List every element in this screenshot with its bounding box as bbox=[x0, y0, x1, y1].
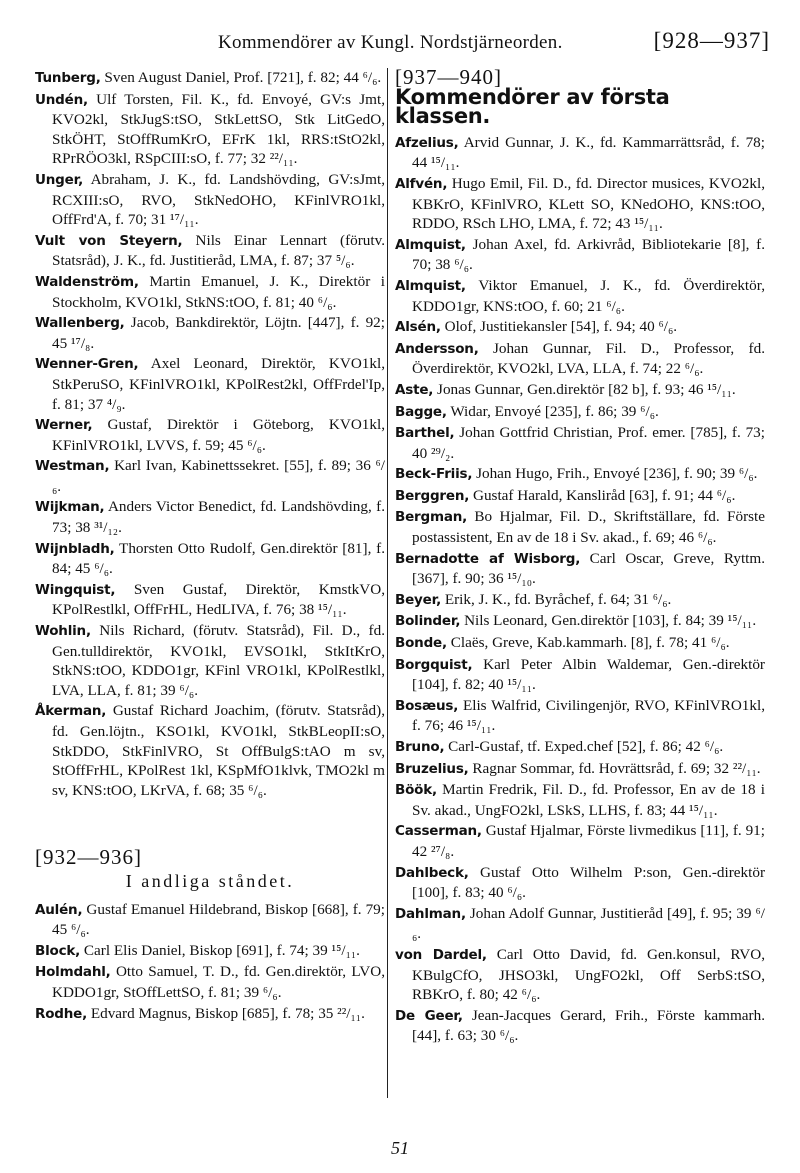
entry-details: Viktor Emanuel, J. K., fd. Överdirektör, KDDO1gr, KNS:tOO, f. 60; 21 ⁶/₆. bbox=[412, 276, 765, 315]
entry-surname: Aste, bbox=[395, 381, 434, 398]
register-entry bbox=[395, 174, 765, 234]
entry-details: Gustaf, Direktör i Göteborg, KVO1kl, KFinlVRO1kl, LVVS, f. 59; 45 ⁶/₆. bbox=[52, 416, 385, 454]
entry-details: Claës, Greve, Kab.kammarh. [8], f. 78; 41 ⁶/₆. bbox=[446, 634, 730, 652]
entry-details: Gustaf Otto Wilhelm P:son, Gen.-direktör [100], f. 83; 40 ⁶/₆. bbox=[412, 863, 765, 902]
entry-surname: Wijkman, bbox=[35, 499, 105, 516]
entry-surname: Bosæus, bbox=[395, 697, 459, 714]
entry-details: Johan Adolf Gunnar, Justitieråd [49], f. 95; 39 ⁶/₆. bbox=[412, 904, 765, 943]
entry-surname: Vult von Steyern, bbox=[35, 232, 183, 249]
entry-surname: Wijnbladh, bbox=[35, 540, 115, 557]
register-entry bbox=[395, 235, 765, 275]
register-entry bbox=[395, 486, 765, 507]
entry-surname: Beyer, bbox=[395, 591, 442, 608]
entry-details: Johan Hugo, Frih., Envoyé [236], f. 90; 39 ⁶/₆. bbox=[472, 465, 758, 483]
entry-surname: Bruno, bbox=[395, 739, 445, 755]
entry-list-right bbox=[395, 133, 765, 1046]
page-range: [928—937] bbox=[653, 28, 770, 53]
entry-surname: Bruzelius, bbox=[395, 760, 469, 777]
entry-details: Johan Axel, fd. Arkivråd, Bibliotekarie [8], f. 70; 38 ⁶/₆. bbox=[412, 235, 765, 274]
register-entry bbox=[35, 539, 385, 579]
entry-details: Sven August Daniel, Prof. [721], f. 82; 44 ⁶/₆. bbox=[100, 69, 382, 86]
entry-details: Ragnar Sommar, fd. Hovrättsråd, f. 69; 32 ²²/₁₁. bbox=[468, 759, 761, 777]
entry-details: Gustaf Emanuel Hildebrand, Biskop [668], f. 79; 45 ⁶/₆. bbox=[52, 900, 385, 939]
entry-surname: Alfvén, bbox=[395, 175, 448, 192]
entry-surname: Bergman, bbox=[395, 509, 468, 526]
register-entry bbox=[395, 821, 765, 861]
entry-details: Otto Samuel, T. D., fd. Gen.direktör, LVO, KDDO1gr, StOffLettSO, f. 81; 39 ⁶/₆. bbox=[52, 963, 385, 1001]
entry-details: Karl Ivan, Kabinettssekret. [55], f. 89; 36 ⁶/₆. bbox=[52, 457, 385, 495]
entry-details: Martin Emanuel, J. K., Direktör i Stockholm, KVO1kl, StkNS:tOO, f. 81; 40 ⁶/₆. bbox=[52, 272, 385, 311]
entry-surname: Wingquist, bbox=[35, 581, 116, 598]
register-entry bbox=[35, 354, 385, 414]
register-entry bbox=[395, 339, 765, 379]
entry-details: Carl-Gustaf, tf. Exped.chef [52], f. 86; 42 ⁶/₆. bbox=[444, 738, 724, 755]
register-entry bbox=[35, 170, 385, 230]
entry-surname: Wohlin, bbox=[35, 623, 91, 640]
entry-details: Anders Victor Benedict, fd. Landshövding, f. 73; 38 ³¹/₁₂. bbox=[52, 498, 385, 537]
entry-details: Jacob, Bankdirektör, Löjtn. [447], f. 92; 45 ¹⁷/₈. bbox=[52, 314, 385, 352]
register-entry bbox=[35, 231, 385, 271]
register-entry bbox=[395, 945, 765, 1005]
entry-surname: Wenner-Gren, bbox=[35, 356, 139, 373]
entry-surname: Almquist, bbox=[395, 236, 466, 253]
entry-details: Gustaf Harald, Kansliråd [63], f. 91; 44 ⁶/₆. bbox=[469, 486, 736, 504]
register-entry bbox=[395, 696, 765, 736]
register-entry bbox=[395, 655, 765, 695]
register-entry bbox=[395, 737, 765, 758]
entry-details: Gustaf Hjalmar, Förste livmedikus [11], f. 91; 42 ²⁷/₈. bbox=[412, 822, 765, 860]
entry-surname: Böök, bbox=[395, 782, 437, 799]
entry-surname: Afzelius, bbox=[395, 134, 459, 151]
register-entry bbox=[395, 464, 765, 485]
register-entry bbox=[395, 1006, 765, 1046]
register-entry bbox=[395, 133, 765, 173]
entry-details: Erik, J. K., fd. Byråchef, f. 64; 31 ⁶/₆. bbox=[441, 590, 672, 608]
entry-details: Olof, Justitiekansler [54], f. 94; 40 ⁶/₆. bbox=[440, 318, 678, 336]
entry-details: Jean-Jacques Gerard, Frih., Förste kammarh. [44], f. 63; 30 ⁶/₆. bbox=[412, 1006, 765, 1045]
right-column bbox=[395, 65, 765, 1047]
entry-surname: von Dardel, bbox=[395, 946, 487, 963]
entry-surname: Dahlbeck, bbox=[395, 864, 469, 881]
entry-details: Johan Gunnar, Fil. D., Professor, fd. Överdirektör, KVO2kl, LVA, LLA, f. 74; 22 ⁶/₆. bbox=[412, 339, 765, 378]
register-entry bbox=[35, 580, 385, 620]
entry-details: Carl Oscar, Greve, Ryttm. [367], f. 90; 36 ¹⁵/₁₀. bbox=[412, 549, 765, 588]
entry-surname: De Geer, bbox=[395, 1007, 463, 1024]
entry-details: Johan Gottfrid Christian, Prof. emer. [785], f. 73; 40 ²⁹/₂. bbox=[412, 424, 765, 462]
entry-details: Gustaf Richard Joachim, (förutv. Statsråd), fd. Gen.löjtn., KSO1kl, KVO1kl, StkBLeopII:sO, StkDDO, StkFinlVRO, St OffBulgS:tAO m sv, StOffFrHL, KPolRest 1kl, KSpMfO1klvk, TMO2kl m sv, KNS:tOO, LKrVA, f. 68; 35 ⁶/₆. bbox=[52, 702, 385, 799]
register-entry bbox=[395, 611, 765, 632]
entry-details: Karl Peter Albin Waldemar, Gen.-direktör [104], f. 82; 40 ¹⁵/₁₁. bbox=[412, 655, 765, 694]
register-entry bbox=[35, 900, 385, 940]
entry-surname: Westman, bbox=[35, 458, 110, 475]
column-divider bbox=[387, 68, 388, 1098]
register-entry bbox=[35, 621, 385, 700]
section-title-right: Kommendörer av första klassen. bbox=[395, 84, 670, 129]
entry-details: Edvard Magnus, Biskop [685], f. 78; 35 ²²/₁₁. bbox=[87, 1004, 365, 1022]
entry-list-clergy bbox=[35, 900, 385, 1025]
entry-surname: Andersson, bbox=[395, 340, 479, 357]
running-title: Kommendörer av Kungl. Nordstjärneorden. bbox=[218, 32, 563, 53]
register-entry bbox=[35, 941, 385, 962]
left-column bbox=[35, 68, 385, 1025]
register-entry bbox=[35, 313, 385, 353]
entry-surname: Berggren, bbox=[395, 487, 470, 504]
entry-details: Martin Fredrik, Fil. D., fd. Professor, En av de 18 i Sv. akad., UngFO2kl, LSkS, LLHS, f. 83; 44 ¹⁵/₁₁. bbox=[412, 781, 765, 819]
entry-details: Elis Walfrid, Civilingenjör, RVO, KFinlVRO1kl, f. 76; 46 ¹⁵/₁₁. bbox=[412, 696, 765, 735]
entry-surname: Werner, bbox=[35, 417, 93, 434]
page-header bbox=[0, 18, 800, 58]
entry-details: Nils Richard, (förutv. Statsråd), Fil. D., fd. Gen.tulldirektör, KVO1kl, EVSO1kl, StkItKrO, StkNS:tOO, KDDO1gr, KFinl VRO1kl, KPolRestlkl, LVA, LLA, f. 81; 39 ⁶/₆. bbox=[52, 622, 385, 699]
register-entry bbox=[395, 507, 765, 547]
entry-list-left bbox=[35, 68, 385, 800]
entry-surname: Rodhe, bbox=[35, 1005, 88, 1022]
entry-details: Carl Otto David, fd. Gen.konsul, RVO, KBulgCfO, JHSO3kl, UngFO2kl, Off SerbS:tSO, RBKrO, f. 80; 42 ⁶/₆. bbox=[412, 945, 765, 1004]
register-entry bbox=[395, 549, 765, 589]
register-entry bbox=[395, 590, 765, 611]
register-entry bbox=[35, 415, 385, 455]
entry-surname: Bagge, bbox=[395, 403, 447, 420]
entry-surname: Beck-Friis, bbox=[395, 466, 473, 483]
page-number: 51 bbox=[391, 1138, 409, 1158]
entry-surname: Unger, bbox=[35, 171, 83, 188]
entry-surname: Dahlman, bbox=[395, 905, 466, 922]
entry-surname: Åkerman, bbox=[35, 703, 107, 720]
entry-details: Ulf Torsten, Fil. K., fd. Envoyé, GV:s Jmt, KVO2kl, StkJugS:tSO, StkLettSO, Stk LitGedO, StkÖHT, StOffRumKrO, EFrK 1kl, RRS:tStO2kl, RPrRÖO3kl, RSpCIII:sO, f. 77; 32 ²²/₁₁. bbox=[52, 90, 385, 168]
entry-details: Jonas Gunnar, Gen.direktör [82 b], f. 93; 46 ¹⁵/₁₁. bbox=[433, 380, 736, 398]
register-entry bbox=[35, 701, 385, 800]
entry-surname: Bernadotte af Wisborg, bbox=[395, 550, 581, 567]
register-entry bbox=[395, 276, 765, 316]
entry-details: Nils Einar Lennart (förutv. Statsråd), J. K., fd. Justitieråd, LMA, f. 87; 37 ⁵/₆. bbox=[52, 231, 385, 270]
entry-surname: Tunberg, bbox=[35, 70, 101, 86]
entry-surname: Almquist, bbox=[395, 277, 466, 294]
register-entry bbox=[395, 863, 765, 903]
register-entry bbox=[395, 423, 765, 463]
register-entry bbox=[395, 633, 765, 654]
register-entry bbox=[395, 380, 765, 401]
entry-details: Nils Leonard, Gen.direktör [103], f. 84; 39 ¹⁵/₁₁. bbox=[460, 612, 757, 630]
register-entry bbox=[35, 68, 385, 89]
register-entry bbox=[35, 962, 385, 1002]
entry-details: Sven Gustaf, Direktör, KmstkVO, KPolRestlkl, OffFrHL, HedLIVA, f. 76; 38 ¹⁵/₁₁. bbox=[52, 580, 385, 619]
entry-surname: Casserman, bbox=[395, 823, 482, 840]
entry-details: Carl Elis Daniel, Biskop [691], f. 74; 39 ¹⁵/₁₁. bbox=[80, 941, 360, 959]
register-entry bbox=[35, 497, 385, 537]
entry-details: Axel Leonard, Direktör, KVO1kl, StkPeruSO, KFinlVRO1kl, KPolRest2kl, OffFrdel'Ip, f. 81; 37 ⁴/₉. bbox=[52, 355, 385, 413]
register-entry bbox=[395, 904, 765, 944]
entry-surname: Block, bbox=[35, 942, 81, 959]
entry-surname: Bolinder, bbox=[395, 613, 461, 630]
register-entry bbox=[35, 90, 385, 169]
register-entry bbox=[35, 272, 385, 312]
section-range-left: [932—936] bbox=[35, 845, 142, 870]
entry-details: Widar, Envoyé [235], f. 86; 39 ⁶/₆. bbox=[446, 402, 659, 420]
entry-surname: Holmdahl, bbox=[35, 964, 111, 981]
register-entry bbox=[395, 402, 765, 423]
entry-surname: Wallenberg, bbox=[35, 315, 125, 332]
register-entry bbox=[395, 780, 765, 820]
entry-details: Arvid Gunnar, J. K., fd. Kammarrättsråd, f. 78; 44 ¹⁵/₁₁. bbox=[412, 133, 765, 172]
register-entry bbox=[395, 759, 765, 780]
entry-surname: Waldenström, bbox=[35, 273, 139, 290]
entry-details: Hugo Emil, Fil. D., fd. Director musices, KVO2kl, KBKrO, KFinlVRO, KLett SO, KNedOHO, KNS:tOO, RDDO, RSch LHO, LMA, f. 72; 43 ¹⁵/₁₁. bbox=[412, 174, 765, 233]
entry-details: Thorsten Otto Rudolf, Gen.direktör [81], f. 84; 45 ⁶/₆. bbox=[52, 539, 385, 578]
section-title-left: I andliga ståndet. bbox=[125, 870, 295, 891]
entry-surname: Undén, bbox=[35, 91, 88, 108]
entry-surname: Aulén, bbox=[35, 901, 83, 918]
entry-surname: Barthel, bbox=[395, 425, 455, 442]
entry-surname: Bonde, bbox=[395, 635, 447, 652]
entry-surname: Borgquist, bbox=[395, 656, 473, 673]
entry-surname: Alsén, bbox=[395, 319, 441, 336]
register-entry bbox=[35, 1004, 385, 1025]
entry-details: Bo Hjalmar, Fil. D., Skriftställare, fd. Förste postassistent, En av de 18 i Sv. akad., f. 69; 46 ⁶/₆. bbox=[412, 508, 765, 547]
section-range-right: [937—940] bbox=[395, 65, 502, 89]
register-entry bbox=[35, 456, 385, 496]
register-entry bbox=[395, 317, 765, 338]
entry-details: Abraham, J. K., fd. Landshövding, GV:sJmt, RCXIII:sO, RVO, StkNedOHO, KFinlVRO1kl, OffFrd'A, f. 70; 31 ¹⁷/₁₁. bbox=[52, 170, 385, 229]
